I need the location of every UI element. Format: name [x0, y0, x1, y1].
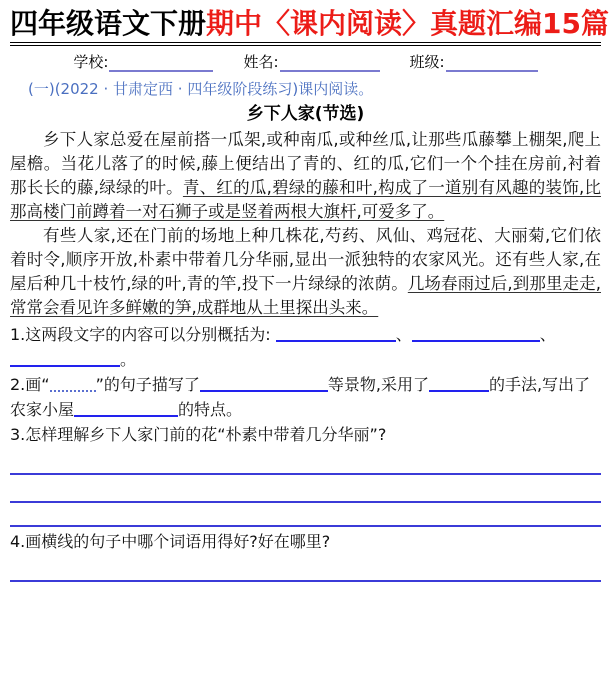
answer-line[interactable] [10, 525, 601, 527]
name-input-blank[interactable] [280, 56, 380, 72]
article-title: 乡下人家(节选) [246, 103, 365, 124]
question-1 [10, 322, 601, 372]
answer-line[interactable] [10, 580, 601, 582]
question-4 [10, 529, 601, 554]
question-1-separator-2: 、 [539, 324, 556, 344]
question-2 [10, 372, 601, 422]
page-title-black: 四年级语文下册 [10, 7, 207, 40]
question-2-number: 2. [10, 374, 26, 394]
question-1-blank-1[interactable] [276, 327, 396, 342]
page-title [10, 7, 609, 40]
question-3-text: 怎样理解乡下人家门前的花“朴素中带着几分华丽”? [25, 424, 387, 444]
question-1-end: 。 [120, 349, 137, 369]
question-2-blank-2[interactable] [429, 377, 489, 392]
question-2-blank-3[interactable] [74, 402, 178, 417]
question-2-blank-1[interactable] [200, 377, 328, 392]
class-label: 班级: [409, 52, 445, 71]
question-2-text-d: 的手法,写出了农家小屋 [10, 374, 591, 419]
title-divider [10, 42, 601, 46]
name-field [243, 52, 409, 72]
school-field [73, 52, 243, 72]
question-2-text-e: 的特点。 [178, 399, 243, 419]
questions-section [10, 322, 601, 582]
article-paragraph [10, 224, 601, 320]
question-3-number: 3. [10, 424, 26, 444]
school-label: 学校: [73, 52, 109, 71]
paragraph-underlined-text: 几场春雨过后,到那里走走,常常会看见许多鲜嫩的笋,成群地从土里探出头来。 [10, 273, 601, 317]
paragraph-plain-text: 有些人家,还在门前的场地上种几株花,芍药、风仙、鸡冠花、大丽菊,它们依着时令,顺序开放,朴素中带着几分华丽,显出一派独特的农家风光。还有些人家,在屋后种几十枝竹,绿的叶,青的竿,投下一片绿绿的浓荫。 [10, 225, 601, 293]
article-paragraph [10, 128, 601, 224]
question-2-text-a: 画“ [25, 374, 50, 394]
school-input-blank[interactable] [109, 56, 213, 72]
question-3 [10, 422, 601, 447]
question-1-number: 1. [10, 324, 26, 344]
exercise-source-line: (一)(2022 · 甘肃定西 · 四年级阶段练习)课内阅读。 [28, 79, 374, 98]
question-2-text-c: 等景物,采用了 [327, 374, 429, 394]
title-block [10, 0, 609, 46]
question-1-text: 这两段文字的内容可以分别概括为: [25, 324, 271, 344]
article-body [10, 128, 601, 320]
question-4-number: 4. [10, 531, 26, 551]
spacer [10, 554, 601, 580]
name-label: 姓名: [243, 52, 279, 71]
question-1-blank-3[interactable] [10, 352, 120, 367]
spacer [10, 447, 601, 473]
paragraph-underlined-text: 青、红的瓜,碧绿的藤和叶,构成了一道别有风趣的装饰,比那高楼门前蹲着一对石狮子或是竖着两根大旗杆,可爱多了。 [10, 177, 601, 221]
question-2-wavy-blank[interactable] [50, 377, 96, 392]
spacer [10, 475, 601, 501]
question-1-separator-1: 、 [395, 324, 412, 344]
spacer [10, 503, 601, 525]
page-title-red: 期中〈课内阅读〉真题汇编15篇 [206, 7, 609, 40]
question-4-text: 画横线的句子中哪个词语用得好?好在哪里? [25, 531, 331, 551]
student-info-row [10, 52, 601, 72]
question-1-blank-2[interactable] [412, 327, 540, 342]
question-2-text-b: ”的句子描写了 [95, 374, 200, 394]
class-input-blank[interactable] [446, 56, 538, 72]
paragraph-plain-text: 乡下人家总爱在屋前搭一瓜架,或种南瓜,或种丝瓜,让那些瓜藤攀上棚架,爬上屋檐。当花儿落了的时候,藤上便结出了青的、红的瓜,它们一个个挂在房前,衬着那长长的藤,绿绿的叶。 [10, 129, 601, 197]
class-field [410, 52, 538, 72]
